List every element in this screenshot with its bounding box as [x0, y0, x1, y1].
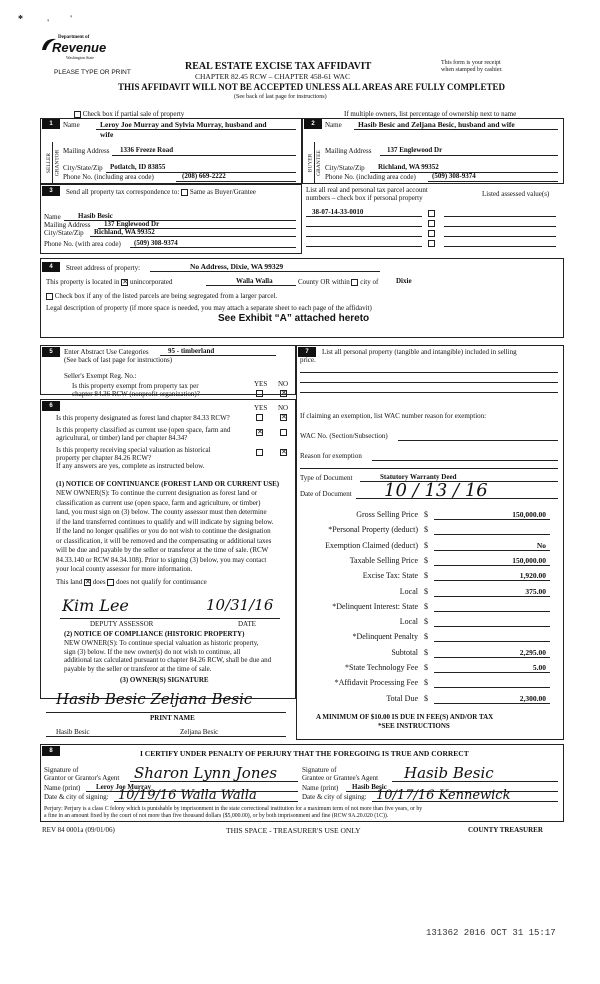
does-label: does	[92, 578, 106, 586]
paragraph-line: sign (3) below. If the new owner(s) do not wish to continue, all	[64, 647, 241, 656]
notice-continuance-title: (1) NOTICE OF CONTINUANCE (FOREST LAND OR CURRENT USE)	[56, 480, 280, 488]
underline	[90, 236, 296, 237]
doc-date[interactable]: 10 / 13 / 16	[384, 480, 488, 501]
exempt-reg: Seller's Exempt Reg. No.:	[64, 372, 137, 380]
unincorporated-checkbox[interactable]	[121, 279, 128, 286]
seller-phone-label: Phone No. (including area code)	[63, 173, 154, 181]
underline	[434, 657, 550, 658]
form-title: REAL ESTATE EXCISE TAX AFFIDAVIT	[185, 61, 372, 72]
underline	[300, 392, 558, 393]
reason-label: Reason for exemption	[300, 452, 362, 460]
city-of-label: city of	[360, 278, 379, 286]
grantor-agent-label: Grantor or Grantor's Agent	[44, 774, 120, 782]
buyer-phone[interactable]: (509) 308-9374	[432, 172, 476, 180]
section-num-5: 5	[42, 347, 60, 357]
underline	[372, 460, 558, 461]
seller-phone[interactable]: (208) 669-2222	[182, 172, 226, 180]
underline	[434, 687, 550, 688]
historic-no-checkbox[interactable]	[280, 449, 287, 456]
q-current-use: Is this property classified as current use (open space, farm and	[56, 426, 231, 434]
yes-label: YES	[254, 380, 268, 388]
grantee-signature[interactable]: Hasib Besic	[404, 764, 494, 782]
county-name[interactable]: Walla Walla	[236, 277, 273, 285]
see-instructions: *SEE INSTRUCTIONS	[378, 722, 450, 730]
seller-date-label: Date & city of signing:	[44, 793, 109, 801]
underline	[444, 236, 556, 237]
tax-row-value[interactable]: No	[536, 540, 546, 550]
please-type: PLEASE TYPE OR PRINT	[54, 69, 131, 76]
perjury-text-2: a fine in an amount fixed by the court of not more than five thousand dollars ($5,000.00), or by both imprisonment and fine (RCW 9A.20.020 (1C)).	[44, 813, 389, 819]
back-instructions: (See back of last page for instructions)	[234, 94, 327, 100]
underline	[114, 801, 298, 802]
exhibit-a: See Exhibit “A” attached hereto	[218, 313, 370, 324]
paragraph-line: if the land transferred continues to qualify and will indicate by signing below.	[56, 517, 274, 526]
segregated	[46, 292, 277, 300]
section-num-1: 1	[42, 119, 60, 129]
q-historic-2: property per chapter 84.26 RCW?	[56, 454, 152, 462]
scan-mark: '	[70, 14, 73, 23]
located-line	[46, 278, 172, 286]
q-current-use-2: agricultural, or timber) land per chapter 84.34?	[56, 434, 188, 442]
underline	[60, 618, 280, 619]
buyer-print-label: Name (print)	[302, 784, 339, 792]
tax-row-label: *Personal Property (deduct)	[328, 525, 418, 535]
owner-signature-title: (3) OWNER(S) SIGNATURE	[120, 676, 209, 684]
q-exempt: Is this property exempt from property tax per	[72, 382, 199, 390]
sig-of-label-2: Signature of	[302, 766, 337, 774]
paragraph-line: additional tax calculated pursuant to chapter 84.26 RCW, shall be due and	[64, 656, 272, 664]
current-use-yes-checkbox[interactable]	[256, 429, 263, 436]
same-as-buyer-label: Same as Buyer/Grantee	[189, 188, 256, 196]
seller-name-2[interactable]: wife	[100, 130, 114, 139]
sec3-name-label: Name	[44, 213, 61, 221]
tax-row-label: *Delinquent Interest: State	[332, 601, 418, 611]
located-label: This property is located in	[46, 278, 120, 286]
send-label: Send all property tax correspondence to:	[66, 188, 180, 196]
seller-mail-label: Mailing Address	[63, 147, 110, 155]
treasurer-space: THIS SPACE - TREASURER'S USE ONLY	[226, 826, 361, 835]
underline	[46, 736, 286, 737]
underline	[306, 246, 422, 247]
personal-checkbox[interactable]	[428, 239, 435, 247]
grantor-side: GRANTOR	[54, 149, 61, 177]
personal-checkbox[interactable]	[428, 229, 435, 237]
receipt-note: This form is your receipt	[441, 60, 501, 66]
paragraph-line: 84.33.140 or RCW 84.34.108). Prior to signing (3) below, you may contact	[56, 555, 267, 564]
underline	[434, 565, 550, 566]
does-checkbox[interactable]	[84, 579, 91, 586]
q-forest: Is this property designated as forest land chapter 84.33 RCW?	[56, 414, 230, 422]
parcel-list-label: List all real and personal tax parcel account	[306, 186, 428, 194]
underline	[300, 468, 558, 469]
underline	[150, 271, 380, 272]
receipt-note-2: when stamped by cashier.	[441, 67, 503, 73]
buyer-mail[interactable]: 137 Englewood Dr	[387, 146, 443, 154]
underline	[380, 155, 558, 156]
underline	[434, 519, 550, 520]
same-as-buyer-checkbox[interactable]	[181, 189, 188, 196]
paragraph-line: classification as current use (open space, farm and agriculture, or timber)	[56, 498, 261, 507]
buyer-city-label: City/State/Zip	[325, 164, 365, 172]
underline	[434, 672, 550, 673]
personal-property-label-2: price.	[300, 356, 316, 364]
tax-row-value[interactable]: 375.00	[525, 586, 546, 596]
county-or-label: County OR within	[298, 278, 350, 286]
underline	[356, 498, 558, 499]
multiple-owners-note: If multiple owners, list percentage of ownership next to name	[344, 110, 517, 118]
tax-row-currency: $	[424, 525, 428, 535]
section-num-8: 8	[42, 746, 60, 756]
buyer-name[interactable]: Hasib Besic and Zeljana Besic, husband and wife	[358, 120, 515, 129]
deputy-assessor-label: DEPUTY ASSESSOR	[90, 620, 154, 628]
section-num-2: 2	[304, 119, 322, 129]
doc-type[interactable]: Statutory Warranty Deed	[380, 473, 457, 481]
tax-row-currency: $	[424, 571, 428, 581]
underline	[306, 236, 422, 237]
underline	[392, 781, 558, 782]
tax-row-label: *State Technology Fee	[344, 663, 418, 672]
underline	[300, 382, 558, 383]
city-checkbox[interactable]	[351, 279, 358, 286]
segregated-checkbox[interactable]	[46, 293, 53, 300]
tax-row-value[interactable]: 2,295.00	[519, 647, 546, 657]
underline	[434, 641, 550, 642]
tax-row-label: Gross Selling Price	[356, 510, 418, 519]
underline	[428, 181, 558, 182]
underline	[434, 703, 550, 704]
tax-row-label: Taxable Selling Price	[349, 555, 418, 565]
street-address[interactable]: No Address, Dixie, WA 99329	[190, 262, 284, 271]
grantee-side: GRANTEE	[315, 150, 322, 176]
buyer-phone-label: Phone No. (including area code)	[325, 173, 416, 181]
underline	[64, 220, 296, 221]
assessor-date[interactable]: 10/31/16	[206, 596, 274, 614]
tax-row-currency: $	[424, 632, 428, 642]
logo-state: Washington State	[66, 55, 95, 60]
paragraph-line: land, you must sign on (3) below. The county assessor must then determine	[56, 508, 267, 516]
assessor-signature[interactable]: Kim Lee	[62, 596, 129, 615]
personal-checkbox[interactable]	[428, 209, 435, 217]
underline	[434, 596, 550, 597]
sec3-city-label: City/State/Zip	[44, 229, 84, 237]
section-num-7: 7	[298, 347, 316, 357]
buyer-print-name[interactable]: Hasib Besic	[352, 783, 387, 791]
buyer-mail-label: Mailing Address	[325, 147, 372, 155]
tax-row-currency: $	[424, 678, 428, 688]
tax-row-label: Total Due	[386, 693, 418, 703]
tax-row-label: Exemption Claimed (deduct)	[325, 540, 418, 550]
tax-row-currency: $	[424, 663, 428, 672]
q-historic: Is this property receiving special valuation as historical	[56, 446, 211, 454]
partial-sale-checkbox[interactable]	[74, 111, 81, 118]
seller-name-label: Name	[63, 121, 80, 129]
tax-row-label: Excise Tax: State	[362, 571, 418, 581]
tax-row-value[interactable]: 5.00	[532, 663, 546, 672]
abstract-label: Enter Abstract Use Categories	[64, 348, 149, 356]
paragraph-line: payable by the seller or transferor at the time of sale.	[64, 664, 212, 673]
underline	[130, 247, 296, 248]
underline	[96, 129, 296, 130]
does-not-checkbox[interactable]	[107, 579, 114, 586]
current-use-no-checkbox[interactable]	[280, 429, 287, 436]
underline	[112, 155, 296, 156]
form-notice: THIS AFFIDAVIT WILL NOT BE ACCEPTED UNLESS ALL AREAS ARE FULLY COMPLETED	[118, 82, 506, 92]
partial-sale[interactable]	[74, 110, 184, 118]
doc-date-label: Date of Document	[300, 490, 352, 498]
scan-mark: '	[47, 18, 50, 27]
seller-date-city[interactable]: 10/19/16 Walla Walla	[118, 788, 257, 803]
form-chapter: CHAPTER 82.45 RCW – CHAPTER 458-61 WAC	[195, 72, 350, 81]
county-or	[298, 278, 378, 286]
tax-row-currency: $	[424, 586, 428, 596]
sec3-mail[interactable]: 137 Englewood Dr	[104, 220, 160, 228]
sec3-phone[interactable]: (509) 308-9374	[134, 239, 178, 247]
underline	[444, 226, 556, 227]
tax-row-currency: $	[424, 647, 428, 657]
certify-statement: I CERTIFY UNDER PENALTY OF PERJURY THAT THE FOREGOING IS TRUE AND CORRECT	[140, 749, 469, 758]
sig-of-label: Signature of	[44, 766, 79, 774]
underline	[434, 611, 550, 612]
underline	[434, 534, 550, 535]
logo-name: Revenue	[52, 40, 107, 55]
tax-row-label: *Delinquent Penalty	[352, 632, 418, 642]
personal-property-label: List all personal property (tangible and intangible) included in selling	[322, 348, 517, 356]
paragraph-line: will be due and payable by the seller or transferor at the time of sale. (RCW	[56, 546, 269, 554]
sec3-phone-label: Phone No. (with area code)	[44, 240, 121, 248]
q-if-yes: If any answers are yes, complete as instructed below.	[56, 462, 205, 470]
no-label: NO	[278, 380, 289, 388]
street-label: Street address of property:	[66, 264, 141, 272]
wac-label: WAC No. (Section/Subsection)	[300, 432, 388, 440]
exempt-no-checkbox[interactable]	[280, 390, 287, 397]
tax-row-currency: $	[424, 617, 428, 627]
buyer-side: BUYER	[307, 153, 314, 173]
tax-row-label: Local	[399, 617, 418, 627]
underline	[434, 580, 550, 581]
paragraph-line: NEW OWNER(S): To continue special valuation as historic property,	[64, 639, 259, 647]
claiming-exemption: If claiming an exemption, list WAC number reason for exemption:	[300, 412, 487, 420]
underline	[206, 285, 296, 286]
seller-side: SELLER	[46, 152, 53, 174]
rev-number: REV 84 0001a (09/01/06)	[42, 826, 115, 834]
underline	[306, 226, 422, 227]
underline	[130, 781, 298, 782]
unincorporated-label: unincorporated	[129, 278, 173, 286]
exempt-yes-checkbox[interactable]	[256, 390, 263, 397]
underline	[300, 372, 558, 373]
notice-compliance-title: (2) NOTICE OF COMPLIANCE (HISTORIC PROPERTY)	[64, 630, 245, 638]
segregated-label: Check box if any of the listed parcels are being segregated from a larger parcel.	[54, 292, 278, 300]
does-not-label: does not qualify for continuance	[116, 578, 207, 586]
tax-row-value[interactable]: 150,000.00	[512, 510, 546, 519]
print-name-label: PRINT NAME	[150, 714, 195, 722]
underline	[372, 801, 558, 802]
tax-row-currency: $	[424, 601, 428, 611]
send-correspondence	[66, 188, 256, 196]
city-name[interactable]: Dixie	[396, 277, 412, 285]
grantor-signature[interactable]: Sharon Lynn Jones	[134, 764, 278, 782]
paragraph-line: your local county assessor for more information.	[56, 565, 193, 573]
seller-city-label: City/State/Zip	[63, 164, 103, 172]
date-label: DATE	[238, 620, 256, 628]
underline	[354, 129, 558, 130]
paragraph-line: or classification, it will be removed and the compensating or additional taxes	[56, 536, 272, 545]
legal-label: Legal description of property (if more space is needed, you may attach a separate sheet to each page of the affidavit)	[46, 304, 372, 312]
paragraph-line: If the land no longer qualifies or you do not wish to continue the designation	[56, 527, 271, 535]
forest-no-checkbox[interactable]	[280, 414, 287, 421]
owner-1[interactable]: Hasib Besic	[56, 728, 90, 736]
scan-mark: *	[18, 14, 23, 25]
tax-row-value[interactable]: 150,000.00	[512, 555, 546, 565]
received-stamp: 131362 2016 OCT 31 15:17	[426, 928, 556, 938]
buyer-date-label: Date & city of signing:	[302, 793, 367, 801]
perjury-text: Perjury: Perjury is a class C felony which is punishable by imprisonment in the state correctional institution for a maximum term of not more than five years, or by	[44, 806, 423, 812]
seller-print-label: Name (print)	[44, 784, 81, 792]
underline	[306, 216, 422, 217]
doc-type-label: Type of Document	[300, 474, 353, 482]
underline	[444, 246, 556, 247]
personal-checkbox[interactable]	[428, 219, 435, 227]
partial-sale-label: Check box if partial sale of property	[82, 110, 185, 118]
no-label: NO	[278, 404, 289, 412]
paragraph-line: NEW OWNER(S): To continue the current designation as forest land or	[56, 489, 258, 497]
parcel-number[interactable]: 38-07-14-33-0010	[312, 208, 364, 216]
underline	[176, 181, 296, 182]
county-treasurer: COUNTY TREASURER	[468, 826, 543, 834]
underline	[46, 712, 286, 713]
sec3-city[interactable]: Richland, WA 99352	[94, 228, 155, 236]
tax-row-currency: $	[424, 693, 428, 703]
seller-name[interactable]: Leroy Joe Murray and Sylvia Murray, husband and	[100, 120, 267, 129]
tax-row-currency: $	[424, 555, 428, 565]
minimum-note: A MINIMUM OF $10.00 IS DUE IN FEE(S) AND/OR TAX	[316, 713, 494, 721]
yes-label: YES	[254, 404, 268, 412]
tax-row-label: *Affidavit Processing Fee	[334, 678, 418, 688]
underline	[434, 550, 550, 551]
section-num-3: 3	[42, 186, 60, 196]
sec3-mail-label: Mailing Address	[44, 221, 91, 229]
assessed-label: Listed assessed value(s)	[482, 190, 550, 198]
buyer-name-label: Name	[325, 121, 342, 129]
q-exempt-2: chapter 84.36 RCW (nonprofit organization)?	[72, 390, 200, 398]
tax-row-label: Local	[399, 586, 418, 596]
tax-row-value[interactable]: 2,300.00	[519, 693, 546, 703]
tax-row-currency: $	[424, 510, 428, 519]
tax-row-value[interactable]: 1,920.00	[519, 571, 546, 581]
qualify-line	[56, 578, 207, 586]
historic-yes-checkbox[interactable]	[256, 449, 263, 456]
grantee-agent-label: Grantee or Grantee's Agent	[302, 774, 379, 782]
abstract-see: (See back of last page for instructions)	[64, 356, 173, 364]
section-num-6: 6	[42, 401, 60, 411]
forest-yes-checkbox[interactable]	[256, 414, 263, 421]
seller-mail[interactable]: 1336 Freeze Road	[120, 146, 174, 154]
tax-row-label: Subtotal	[391, 647, 418, 657]
owner-2[interactable]: Zeljana Besic	[180, 728, 219, 736]
underline	[444, 216, 556, 217]
section-num-4: 4	[42, 262, 60, 272]
tax-row-currency: $	[424, 540, 428, 550]
divider	[52, 142, 53, 184]
underline	[398, 440, 558, 441]
land-label: This land	[56, 578, 83, 586]
logo-dept: Department of	[58, 35, 90, 40]
sec3-name[interactable]: Hasib Besic	[78, 212, 113, 220]
parcel-list-label-2: numbers – check box if personal property	[306, 194, 423, 202]
owner-signature[interactable]: Hasib Besic Zeljana Besic	[56, 690, 253, 708]
seller-city[interactable]: Potlatch, ID 83855	[110, 163, 166, 171]
abstract-code[interactable]: 95 - timberland	[168, 347, 215, 355]
buyer-date-city[interactable]: 10/17/16 Kennewick	[376, 788, 511, 803]
underline	[434, 626, 550, 627]
seller-print-name[interactable]: Leroy Joe Murray	[96, 783, 152, 791]
underline	[160, 355, 276, 356]
buyer-city[interactable]: Richland, WA 99352	[378, 163, 439, 171]
